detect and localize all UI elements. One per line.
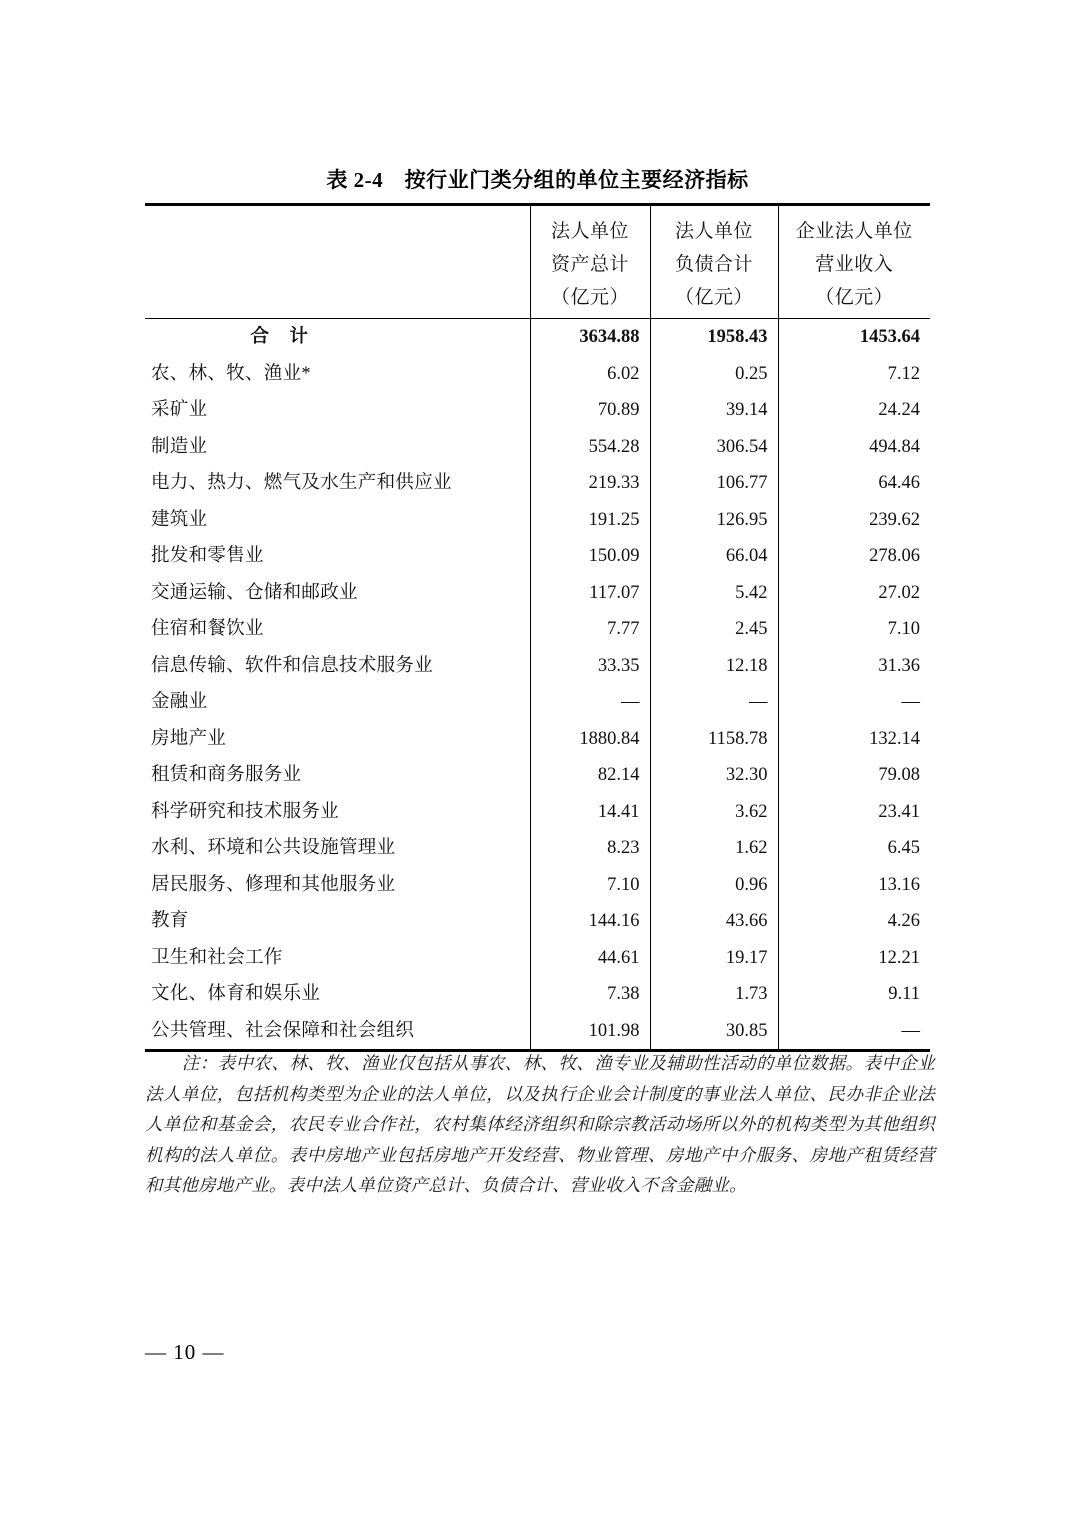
table-total-row (145, 319, 930, 356)
row-label: 教育 (151, 911, 189, 931)
cell-liabilities: 106.77 (650, 465, 778, 502)
table-body (145, 319, 930, 1051)
header-revenue-line1: 企业法人单位 (795, 221, 913, 242)
cell-assets: 44.61 (530, 940, 650, 977)
row-label: 农、林、牧、渔业* (151, 363, 311, 384)
cell-assets: 7.10 (530, 867, 650, 904)
header-revenue-line2: 营业收入 (815, 254, 894, 275)
row-label: 交通运输、仓储和邮政业 (151, 582, 358, 603)
table-row (145, 721, 930, 758)
cell-liabilities: 2.45 (650, 611, 778, 648)
table-row (145, 1013, 930, 1051)
cell-revenue: 24.24 (778, 392, 930, 429)
row-label: 文化、体育和娱乐业 (151, 984, 321, 1004)
cell-liabilities: 126.95 (650, 502, 778, 539)
cell-revenue: 23.41 (778, 794, 930, 831)
cell-assets: 3634.88 (530, 319, 650, 356)
main-table-container (145, 203, 930, 1052)
table-row (145, 429, 930, 466)
cell-assets: 191.25 (530, 502, 650, 539)
table-note-text: 注：表中农、林、牧、渔业仅包括从事农、林、牧、渔专业及辅助性活动的单位数据。表中企业法人单位，包括机构类型为企业的法人单位，以及执行企业会计制度的事业法人单位、民办非企业法人单位和基金会，农民专业合作社，农村集体经济组织和除宗教活动场所以外的机构类型为其他组织机构的法人单位。表中房地产业包括房地产开发经营、物业管理、房地产中介服务、房地产租赁经营和其他房地产业。表中法人单位资产总计、负债合计、营业收入不含金融业。 (145, 1053, 935, 1195)
cell-assets: 144.16 (530, 903, 650, 940)
cell-liabilities: 0.96 (650, 867, 778, 904)
cell-liabilities: 39.14 (650, 392, 778, 429)
cell-revenue: 6.45 (778, 830, 930, 867)
header-cell-revenue (778, 205, 930, 319)
cell-liabilities: 306.54 (650, 429, 778, 466)
header-assets-line2: 资产总计 (550, 254, 629, 275)
table-row (145, 648, 930, 685)
cell-assets: 219.33 (530, 465, 650, 502)
row-label: 信息传输、软件和信息技术服务业 (151, 655, 434, 676)
cell-liabilities: 1.73 (650, 976, 778, 1013)
cell-revenue: 132.14 (778, 721, 930, 758)
cell-liabilities: 1158.78 (650, 721, 778, 758)
table-row (145, 867, 930, 904)
header-revenue-line3: （亿元） (815, 287, 894, 308)
table-row (145, 757, 930, 794)
cell-liabilities: 1958.43 (650, 319, 778, 356)
cell-liabilities: 43.66 (650, 903, 778, 940)
economic-indicators-table (145, 203, 930, 1052)
row-label: 水利、环境和公共设施管理业 (151, 838, 396, 858)
cell-liabilities: 66.04 (650, 538, 778, 575)
cell-liabilities: 5.42 (650, 575, 778, 612)
row-label: 房地产业 (151, 728, 227, 749)
header-cell-assets (530, 205, 650, 319)
table-row (145, 502, 930, 539)
cell-assets: 33.35 (530, 648, 650, 685)
cell-liabilities: 0.25 (650, 356, 778, 393)
table-row (145, 575, 930, 612)
table-note (145, 1048, 935, 1201)
row-label: 制造业 (151, 436, 208, 457)
page-title: 表 2-4 按行业门类分组的单位主要经济指标 (326, 168, 749, 192)
cell-revenue: 27.02 (778, 575, 930, 612)
header-liabilities-line2: 负债合计 (674, 254, 753, 275)
cell-revenue: 13.16 (778, 867, 930, 904)
row-label: 批发和零售业 (151, 546, 264, 566)
cell-revenue: 494.84 (778, 429, 930, 466)
cell-assets: — (530, 684, 650, 721)
cell-revenue: 9.11 (778, 976, 930, 1013)
header-liabilities-line3: （亿元） (674, 287, 753, 308)
table-row (145, 976, 930, 1013)
row-label: 电力、热力、燃气及水生产和供应业 (151, 473, 452, 493)
row-label: 居民服务、修理和其他服务业 (151, 874, 396, 895)
cell-revenue: 7.12 (778, 356, 930, 393)
table-row (145, 356, 930, 393)
cell-revenue: 64.46 (778, 465, 930, 502)
cell-liabilities: 30.85 (650, 1013, 778, 1051)
table-row (145, 903, 930, 940)
cell-assets: 70.89 (530, 392, 650, 429)
row-label: 采矿业 (151, 400, 208, 420)
header-assets-line1: 法人单位 (550, 221, 629, 242)
cell-revenue: 278.06 (778, 538, 930, 575)
cell-assets: 150.09 (530, 538, 650, 575)
row-label: 住宿和餐饮业 (151, 619, 264, 639)
cell-assets: 14.41 (530, 794, 650, 831)
cell-revenue: 79.08 (778, 757, 930, 794)
table-row (145, 392, 930, 429)
cell-assets: 101.98 (530, 1013, 650, 1051)
table-row (145, 538, 930, 575)
cell-assets: 1880.84 (530, 721, 650, 758)
page-number: — 10 — (145, 1340, 225, 1364)
table-head (145, 205, 930, 319)
cell-liabilities: 32.30 (650, 757, 778, 794)
cell-liabilities: — (650, 684, 778, 721)
cell-assets: 8.23 (530, 830, 650, 867)
cell-assets: 6.02 (530, 356, 650, 393)
header-liabilities-line1: 法人单位 (674, 221, 753, 242)
row-label: 合 计 (250, 327, 309, 347)
header-cell-label (145, 205, 530, 319)
cell-revenue: — (778, 1013, 930, 1051)
row-label: 建筑业 (151, 509, 208, 530)
row-label: 卫生和社会工作 (151, 947, 283, 968)
cell-assets: 554.28 (530, 429, 650, 466)
cell-assets: 82.14 (530, 757, 650, 794)
header-assets-line3: （亿元） (550, 287, 629, 308)
header-cell-liabilities (650, 205, 778, 319)
table-row (145, 794, 930, 831)
cell-assets: 7.38 (530, 976, 650, 1013)
table-header-row (145, 205, 930, 319)
row-label: 公共管理、社会保障和社会组织 (145, 1013, 530, 1051)
cell-revenue: 7.10 (778, 611, 930, 648)
table-row (145, 465, 930, 502)
row-label: 租赁和商务服务业 (151, 765, 302, 785)
cell-revenue: 1453.64 (778, 319, 930, 356)
cell-liabilities: 1.62 (650, 830, 778, 867)
cell-revenue: 239.62 (778, 502, 930, 539)
row-label: 科学研究和技术服务业 (151, 801, 340, 822)
cell-revenue: 12.21 (778, 940, 930, 977)
cell-assets: 117.07 (530, 575, 650, 612)
cell-revenue: 31.36 (778, 648, 930, 685)
table-row (145, 830, 930, 867)
cell-revenue: — (778, 684, 930, 721)
cell-revenue: 4.26 (778, 903, 930, 940)
cell-liabilities: 3.62 (650, 794, 778, 831)
table-row (145, 940, 930, 977)
row-label: 金融业 (151, 692, 208, 712)
cell-liabilities: 12.18 (650, 648, 778, 685)
table-row (145, 684, 930, 721)
cell-liabilities: 19.17 (650, 940, 778, 977)
table-row (145, 611, 930, 648)
cell-assets: 7.77 (530, 611, 650, 648)
